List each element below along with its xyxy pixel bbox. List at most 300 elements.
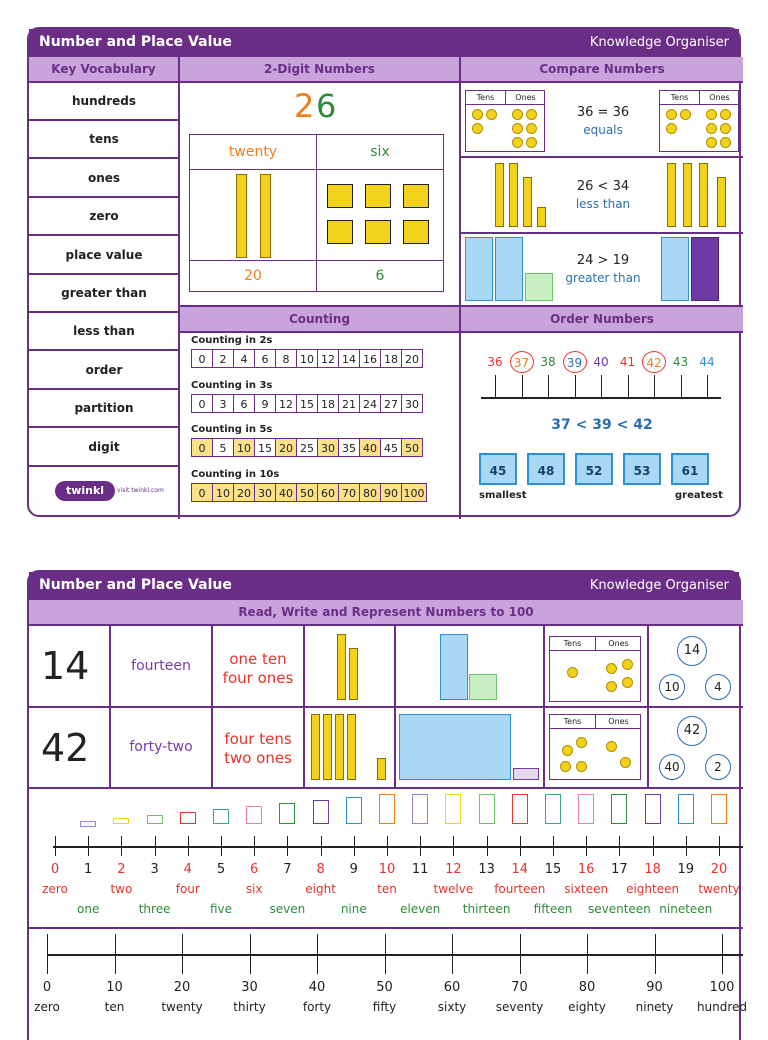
ones-label: Ones [700, 91, 739, 105]
order-tick [495, 375, 496, 397]
vocab-item: partition [29, 390, 179, 428]
vocab-item: hundreds [29, 83, 179, 121]
row2-part-circle: 40 [659, 754, 685, 780]
cube-stack [213, 809, 229, 824]
cube-stack [346, 797, 362, 824]
order-number: 43 [672, 355, 689, 369]
card-subtitle: Knowledge Organiser [589, 578, 729, 593]
order-tick [654, 375, 655, 397]
counting-cell: 0 [191, 394, 213, 413]
ten-rod [347, 714, 356, 780]
order-number: 40 [593, 355, 609, 369]
card-header [29, 572, 739, 600]
vocab-header: Key Vocabulary [29, 57, 178, 81]
counter [606, 663, 617, 674]
line100-number: 10 [106, 980, 123, 995]
line20-word-odd: eleven [400, 902, 441, 916]
ten-rod [683, 163, 692, 227]
ones-column [537, 207, 546, 227]
order-number: 44 [699, 355, 715, 369]
line100-word: thirty [233, 1000, 266, 1014]
counter [720, 109, 731, 120]
order-box: 61 [671, 453, 709, 485]
counter [680, 109, 691, 120]
line20-number: 9 [349, 862, 358, 877]
order-tick [548, 375, 549, 397]
ten-rod [699, 163, 708, 227]
row2-ones-text: two ones [224, 749, 292, 767]
divider [394, 626, 396, 787]
ten-rod [311, 714, 320, 780]
tens-label: Tens [550, 637, 596, 651]
order-tick [681, 375, 682, 397]
one-cube [365, 184, 391, 208]
counting-cell: 50 [296, 483, 318, 502]
order-expr: 37 < 39 < 42 [551, 417, 653, 433]
line20-number: 13 [478, 862, 495, 877]
ten-rod [495, 163, 504, 227]
order-tick [707, 375, 708, 397]
line100-word: hundred [696, 1000, 748, 1014]
tens-word-cell [189, 134, 317, 170]
divider [109, 626, 111, 787]
divider [543, 626, 545, 787]
order-box: 48 [527, 453, 565, 485]
divider [29, 787, 743, 789]
counter [606, 741, 617, 752]
cube-stack [180, 812, 196, 824]
row1-ones-text: four ones [222, 669, 294, 687]
counting-cell: 12 [317, 349, 339, 368]
ten-frame [465, 237, 493, 301]
line100-number: 90 [646, 980, 663, 995]
cube-stack [711, 794, 727, 824]
counting-cell: 45 [380, 438, 402, 457]
line20-word-even: sixteen [564, 882, 609, 896]
counter [620, 757, 631, 768]
line100-word: fifty [372, 1000, 397, 1014]
line20-number: 1 [84, 862, 93, 877]
two-digit-header: 2-Digit Numbers [180, 57, 459, 81]
line20-number: 10 [378, 862, 396, 877]
counting-cell: 15 [254, 438, 276, 457]
cube-stack [611, 794, 627, 824]
cube-stack [412, 794, 428, 824]
ten-rod [667, 163, 676, 227]
counting-cell: 10 [233, 438, 255, 457]
line100-number: 0 [42, 980, 52, 995]
cube-stack [80, 821, 96, 827]
line100-word: forty [302, 1000, 332, 1014]
nine-frame [691, 237, 719, 301]
line20-word-odd: seven [269, 902, 306, 916]
cube-stack [246, 806, 262, 824]
line20-word-even: two [110, 882, 133, 896]
line20-word-odd: five [209, 902, 233, 916]
order-box: 52 [575, 453, 613, 485]
ten-rod [260, 174, 271, 258]
line20-word-even: six [245, 882, 263, 896]
counting-cell: 60 [317, 483, 339, 502]
order-header: Order Numbers [461, 307, 743, 331]
row2-tens-text: four tens [224, 730, 292, 748]
vocab-item: place value [29, 237, 179, 275]
counting-row [192, 483, 427, 502]
counter [622, 659, 633, 670]
tens-label: Tens [550, 715, 596, 729]
cube-stack [678, 794, 694, 824]
order-tick [628, 375, 629, 397]
counter [472, 123, 483, 134]
counter [486, 109, 497, 120]
counting-cell: 12 [275, 394, 297, 413]
one-cube [403, 184, 429, 208]
counter [706, 137, 717, 148]
ones-frame [525, 273, 553, 301]
divider [647, 626, 649, 787]
ones-label: Ones [506, 91, 545, 105]
line100-word: ten [104, 1000, 125, 1014]
vocab-item: zero [29, 198, 179, 236]
counter [666, 123, 677, 134]
twinkl-logo: twinkl [55, 481, 115, 501]
row1-part-circle: 4 [705, 674, 731, 700]
cube-stack [578, 794, 594, 824]
vocab-item: less than [29, 313, 179, 351]
line20-word-odd: nineteen [659, 902, 713, 916]
line100-word: eighty [568, 1000, 606, 1014]
divider [461, 156, 743, 158]
line100-number: 50 [376, 980, 393, 995]
counting-cell: 30 [401, 394, 423, 413]
counting-cell: 2 [212, 349, 234, 368]
order-number: 36 [487, 355, 503, 369]
line20-number: 15 [544, 862, 562, 877]
tens-value-cell [189, 260, 317, 292]
order-number: 37 [510, 351, 534, 373]
divider [180, 81, 743, 83]
order-number: 42 [642, 351, 666, 373]
cube-stack [279, 803, 295, 824]
line20-word-even: eight [305, 882, 336, 896]
counting-cell: 20 [401, 349, 423, 368]
line20-number: 5 [216, 862, 226, 877]
counting-cell: 18 [317, 394, 339, 413]
card-title: Number and Place Value [39, 577, 232, 593]
card-title: Number and Place Value [39, 34, 232, 50]
counting-cell: 8 [275, 349, 297, 368]
order-number: 39 [563, 351, 587, 373]
tens-digit: 2 [294, 87, 315, 125]
counter [526, 137, 537, 148]
counter [512, 137, 523, 148]
ten-rod [335, 714, 344, 780]
compare-expr-2: 26 < 34 [576, 179, 630, 194]
card-header [29, 29, 739, 57]
vocab-item: order [29, 352, 179, 390]
ten-frame [661, 237, 689, 301]
order-line-axis [481, 397, 721, 399]
counting-cell: 4 [233, 349, 255, 368]
compare-word-3: greater than [565, 271, 641, 285]
ten-frame [495, 237, 523, 301]
line20-number: 14 [511, 862, 529, 877]
ones-word: six [370, 144, 390, 160]
counter [606, 681, 617, 692]
compare-expr-1: 36 = 36 [576, 105, 630, 120]
counting-cell: 20 [233, 483, 255, 502]
line20-number: 17 [611, 862, 628, 877]
counter [560, 761, 571, 772]
line20-number: 0 [50, 862, 60, 877]
counting-cell: 0 [191, 483, 213, 502]
divider [303, 626, 305, 787]
counting-cell: 80 [359, 483, 381, 502]
counting-label: Counting in 2s [191, 335, 273, 346]
counting-cell: 50 [401, 438, 423, 457]
counter [512, 109, 523, 120]
ones-frame [513, 768, 539, 780]
counter [576, 761, 587, 772]
cube-stack [445, 794, 461, 824]
counting-cell: 0 [191, 349, 213, 368]
counting-cell: 3 [212, 394, 234, 413]
line20-number: 11 [411, 862, 429, 877]
knowledge-organiser-card-2 [27, 570, 748, 1040]
counting-cell: 10 [296, 349, 318, 368]
counting-cell: 9 [254, 394, 276, 413]
one-cube [403, 220, 429, 244]
line20-number: 7 [283, 862, 292, 877]
vocab-item: ones [29, 160, 179, 198]
order-number: 38 [540, 355, 556, 369]
counting-cell: 15 [296, 394, 318, 413]
tens-label: Tens [466, 91, 506, 105]
line100-number: 100 [709, 980, 735, 995]
cube-stack [313, 800, 329, 824]
ones-value-cell [316, 260, 444, 292]
represent-header: Read, Write and Represent Numbers to 100 [29, 600, 743, 624]
compare-tens-ones-left [465, 90, 545, 152]
counting-cell: 10 [212, 483, 234, 502]
line20-word-odd: thirteen [462, 902, 511, 916]
counting-cell: 24 [359, 394, 381, 413]
line100-word: ninety [635, 1000, 674, 1014]
line20-word-even: twenty [698, 882, 740, 896]
counting-header: Counting [180, 307, 459, 331]
divider [29, 706, 743, 708]
compare-header: Compare Numbers [461, 57, 743, 81]
row2-tens-ones [549, 714, 641, 780]
ones-label: Ones [596, 715, 641, 729]
counting-cell: 100 [401, 483, 427, 502]
twinkl-url: visit twinkl.com [117, 487, 164, 494]
line100-word: sixty [437, 1000, 467, 1014]
counter [526, 123, 537, 134]
row1-whole-circle: 14 [677, 636, 707, 666]
line100-number: 30 [241, 980, 258, 995]
row1-tens-ones [549, 636, 641, 702]
tens-blocks-cell [189, 169, 317, 261]
counting-cell: 90 [380, 483, 402, 502]
line20-number: 6 [250, 862, 259, 877]
order-box: 53 [623, 453, 661, 485]
line100-number: 40 [308, 980, 326, 995]
cube-stack [379, 794, 395, 824]
ten-rod [236, 174, 247, 258]
order-tick [601, 375, 602, 397]
line20-axis [53, 846, 743, 848]
counting-row [192, 349, 423, 368]
ones-blocks-cell [316, 169, 444, 261]
line20-number: 2 [117, 862, 126, 877]
counter [567, 667, 578, 678]
counter [472, 109, 483, 120]
tens-word: twenty [228, 144, 278, 160]
counter [526, 109, 537, 120]
counting-cell: 6 [233, 394, 255, 413]
one-cube [327, 184, 353, 208]
cube-stack [113, 818, 129, 824]
ones-value: 6 [375, 268, 385, 284]
divider [459, 57, 461, 519]
ten-frame [440, 634, 468, 700]
line100-number: 70 [511, 980, 528, 995]
line20-number: 12 [445, 862, 462, 877]
vocab-item: digit [29, 429, 179, 467]
ones-column [377, 758, 386, 780]
line100-number: 20 [173, 980, 191, 995]
tens-label: Tens [660, 91, 700, 105]
one-cube [327, 220, 353, 244]
line20-word-odd: one [77, 902, 100, 916]
divider [461, 232, 743, 234]
counting-cell: 40 [359, 438, 381, 457]
counting-row [192, 394, 423, 413]
counting-cell: 0 [191, 438, 213, 457]
row1-part-circle: 10 [659, 674, 685, 700]
cube-stack [545, 794, 561, 824]
ones-word-cell [316, 134, 444, 170]
counting-label: Counting in 5s [191, 424, 273, 435]
row1-word: fourteen [131, 658, 191, 674]
counting-cell: 35 [338, 438, 360, 457]
line100-number: 80 [578, 980, 596, 995]
ones-column [349, 648, 358, 700]
line20-number: 20 [710, 862, 728, 877]
counter [706, 123, 717, 134]
counting-cell: 70 [338, 483, 360, 502]
counting-row [192, 438, 423, 457]
line20-number: 18 [644, 862, 661, 877]
counter [720, 137, 731, 148]
ten-rod [337, 634, 346, 700]
compare-tens-ones-right [659, 90, 739, 152]
row1-tens-text: one ten [229, 650, 287, 668]
counting-label: Counting in 3s [191, 379, 273, 391]
order-tick [522, 375, 523, 397]
compare-word-1: equals [583, 123, 623, 137]
line20-word-even: twelve [433, 882, 474, 896]
line20-word-odd: nine [340, 902, 367, 916]
counter [666, 109, 677, 120]
cube-stack [512, 794, 528, 824]
ten-rod [509, 163, 518, 227]
ones-column [717, 177, 726, 227]
counter [706, 109, 717, 120]
counter [562, 745, 573, 756]
line20-number: 19 [677, 862, 695, 877]
cube-stack [147, 815, 163, 824]
counting-cell: 20 [275, 438, 297, 457]
ten-rod [323, 714, 332, 780]
row2-word: forty-two [129, 739, 193, 755]
line20-word-even: fourteen [494, 882, 546, 896]
counting-cell: 21 [338, 394, 360, 413]
tens-value: 20 [244, 268, 262, 284]
counting-cell: 40 [275, 483, 297, 502]
line100-word: seventy [495, 1000, 544, 1014]
counter [512, 123, 523, 134]
greatest-label: greatest [675, 490, 723, 501]
counter [720, 123, 731, 134]
divider [29, 624, 743, 626]
ones-column [523, 177, 532, 227]
line20-word-even: eighteen [626, 882, 680, 896]
line20-word-odd: three [138, 902, 171, 916]
smallest-label: smallest [479, 490, 527, 501]
line20-word-even: zero [42, 882, 68, 896]
compare-word-2: less than [575, 197, 631, 211]
counting-cell: 25 [296, 438, 318, 457]
knowledge-organiser-card-1 [27, 27, 741, 517]
line100-word: zero [34, 1000, 60, 1014]
row2-part-circle: 2 [705, 754, 731, 780]
card-subtitle: Knowledge Organiser [589, 35, 729, 50]
counting-cell: 27 [380, 394, 402, 413]
vocab-item: greater than [29, 275, 179, 313]
counting-cell: 16 [359, 349, 381, 368]
compare-expr-3: 24 > 19 [576, 253, 630, 268]
ones-digit: 6 [316, 87, 337, 125]
line20-word-odd: fifteen [533, 902, 573, 916]
counting-cell: 18 [380, 349, 402, 368]
divider [29, 927, 743, 929]
one-cube [365, 220, 391, 244]
counting-label: Counting in 10s [191, 468, 280, 480]
cube-stack [479, 794, 495, 824]
order-number: 41 [619, 355, 636, 369]
line20-word-even: four [175, 882, 200, 896]
counter [576, 737, 587, 748]
ones-label: Ones [596, 637, 641, 651]
counting-cell: 14 [338, 349, 360, 368]
counting-cell: 30 [254, 483, 276, 502]
counting-cell: 30 [317, 438, 339, 457]
order-box: 45 [479, 453, 517, 485]
row2-number: 42 [41, 726, 90, 770]
line20-word-odd: seventeen [587, 902, 651, 916]
divider [180, 331, 743, 333]
vocab-item: tens [29, 121, 179, 159]
ones-frame [469, 674, 497, 700]
line20-number: 4 [183, 862, 192, 877]
line20-number: 3 [150, 862, 159, 877]
line100-number: 60 [443, 980, 461, 995]
line20-word-even: ten [377, 882, 397, 896]
counting-cell: 6 [254, 349, 276, 368]
row2-whole-circle: 42 [677, 716, 707, 746]
